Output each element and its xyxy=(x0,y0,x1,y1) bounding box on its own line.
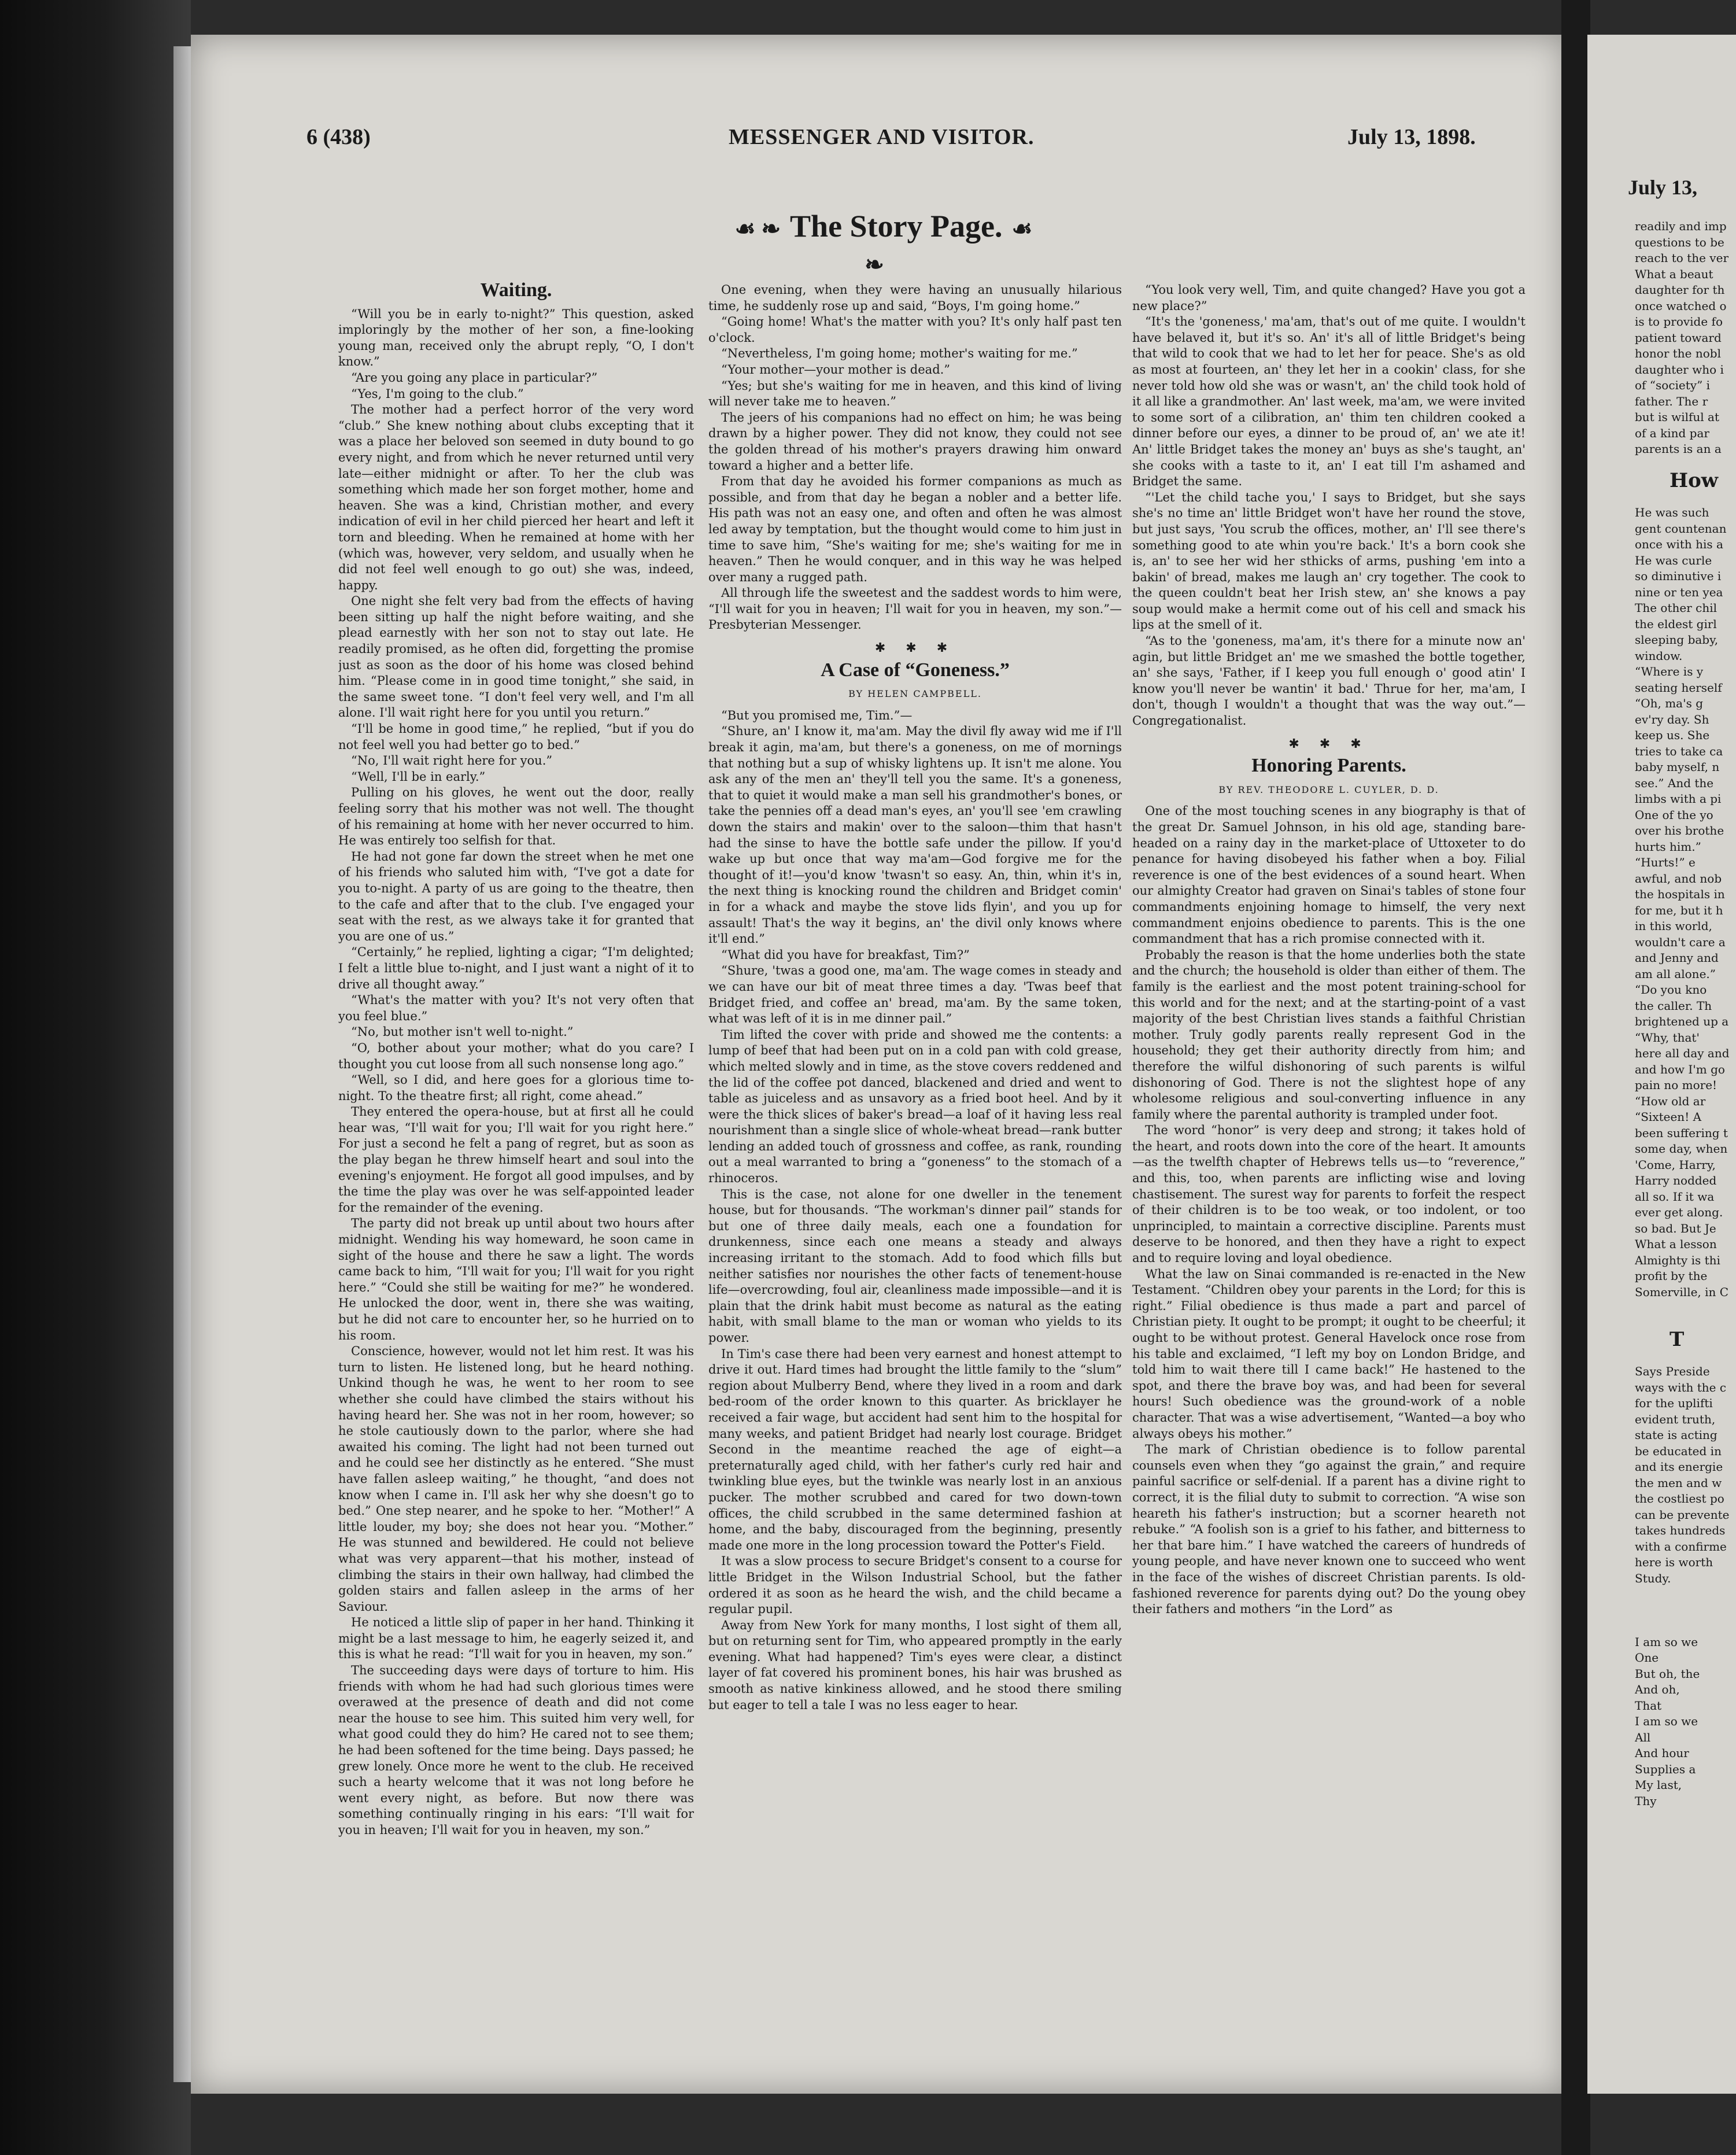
paragraph: “I'll be home in good time,” he replied, “but if you do not feel well you had better go to bed.” xyxy=(338,722,694,752)
paragraph: “Shure, 'twas a good one, ma'am. The wage comes in steady and we can have our bit of meat three times a day. 'Twas beef that Bridget fried, and coffee an' bread, ma'am. By the same token, what was left of it is in me dinner pail.” xyxy=(708,964,1122,1026)
paragraph: Conscience, however, would not let him rest. It was his turn to listen. He listened long, but he heard nothing. Unkind though he was, he went to her room to see whether she could have climbed the stairs without his having heard her. She was not in her room, however; so he stole cautiously down to the parlor, where she had awaited his coming. The light had not been turned out and he could see her distinctly as he entered. “She must have fallen asleep waiting,” he thought, “and does not know when I came in. I'll ask her why she doesn't go to bed.” One step nearer, and he spoke to her. “Mother!” A little louder, my boy; she does not hear you. “Mother.” He was stunned and bewildered. He could not believe what was very apparent—that his mother, instead of climbing the stairs in their own hallway, had climbed the golden stairs and fallen asleep in the arms of her Saviour. xyxy=(338,1344,694,1614)
article-title-waiting: Waiting. xyxy=(480,279,552,301)
poem-line: I am so we xyxy=(1635,1714,1698,1728)
text-line: Study. xyxy=(1635,1571,1671,1585)
section-separator: ✱ ✱ ✱ xyxy=(874,641,956,656)
text-line: and how I'm go xyxy=(1635,1062,1725,1076)
paragraph: Tim lifted the cover with pride and showed me the contents: a lump of beef that had been put on in a cold pan with cold grease, which melted slowly and in time, as the stove covers reddened and the lid of the coffee pot danced, blackened and dried and went to table as juiceless and as unsavory as a fried boot heel. And by it were the thick slices of baker's bread—a loaf of it having less real nourishment than a single slice of whole-wheat bread—rank butter lending an added touch of grossness and coffee, as rank, rounding out a meal warranted to bring a “goneness” to the stomach of a rhinoceros. xyxy=(708,1027,1122,1186)
paragraph: All through life the sweetest and the saddest words to him were, “I'll wait for you in heaven; I'll wait for you in heaven, my son.”—Presbyterian Messenger. xyxy=(708,586,1122,632)
text-line: Says Preside xyxy=(1635,1364,1710,1378)
text-line: wouldn't care a xyxy=(1635,935,1726,949)
text-line: What a beaut xyxy=(1635,267,1713,281)
text-line: awful, and nob xyxy=(1635,871,1722,885)
text-line: Almighty is thi xyxy=(1635,1253,1720,1267)
text-line: parents is an a xyxy=(1635,442,1722,456)
text-line: limbs with a pi xyxy=(1635,792,1722,806)
text-line: over his brothe xyxy=(1635,824,1724,837)
paragraph: The party did not break up until about two hours after midnight. Wending his way homeward, he soon came in sight of the house and there he saw a light. The words came back to him, “I'll wait for you; I'll wait for you right here.” “Could she still be waiting for me?” he wondered. He unlocked the door, went in, there she was waiting, but he did not care to encounter her, so he hurried on to his room. xyxy=(338,1216,694,1342)
section-separator: ✱ ✱ ✱ xyxy=(1288,736,1369,751)
text-line: but is wilful at xyxy=(1635,410,1720,424)
ornament-right: ☙ ❧ xyxy=(865,216,1033,278)
paragraph: Away from New York for many months, I lost sight of them all, but on returning sent for Tim, who appeared promptly in the early evening. What had happened? Tim's eyes were clear, a distinct layer of fat covered his prominent bones, his hair was brushed as smooth as native kinkiness allowed, and he stood there smiling but eager to tell a tale I was no less eager to hear. xyxy=(708,1618,1122,1712)
text-line: Harry nodded xyxy=(1635,1174,1717,1187)
paragraph: “Nevertheless, I'm going home; mother's waiting for me.” xyxy=(721,346,1078,361)
text-line: nine or ten yea xyxy=(1635,585,1723,599)
section-title-text: The Story Page. xyxy=(790,209,1003,243)
text-line: gent countenan xyxy=(1635,521,1727,536)
poem-line: And oh, xyxy=(1635,1682,1680,1696)
text-line: of a kind par xyxy=(1635,426,1709,440)
text-line: patient toward xyxy=(1635,330,1722,345)
paragraph: “It's the 'goneness,' ma'am, that's out of me quite. I wouldn't have belaved it, but it's so. An' it's all of little Bridget's being that wild to cook that we had to let her for peace. She's as old as most at fourteen, an' they let her in a cookin' class, for she never told how old she was or wasn't, an' the child took hold of it all like a grandmother. An' last week, ma'am, we were invited to some sort of a cilibration, an' thim ten children cooked a dinner before our eyes, a dinner to be proud of, an' we ate it! An' little Bridget takes the money an' buys as she's taught, an' she cooks with a taste to it, an' I eat till I'm ashamed and Bridget the same. xyxy=(1132,315,1526,489)
text-line: “Where is y xyxy=(1635,665,1704,678)
paragraph: “What did you have for breakfast, Tim?” xyxy=(721,947,970,962)
paragraph: “Well, I'll be in early.” xyxy=(351,769,486,784)
paragraph: “You look very well, Tim, and quite changed? Have you got a new place?” xyxy=(1132,283,1526,313)
text-line: takes hundreds xyxy=(1635,1523,1726,1537)
text-line: brightened up a xyxy=(1635,1014,1729,1028)
paragraph: From that day he avoided his former companions as much as possible, and from that day he began a nobler and a better life. His path was not an easy one, and often and often he was almost led away by temptation, but the thought would come to him just in time to save him, “She's waiting for me; she's waiting for me in heaven.” Then he would conquer, and in this way he was helped over many a rugged path. xyxy=(708,474,1122,584)
page-number: 6 (438) xyxy=(306,125,371,149)
adjacent-page-header: July 13, xyxy=(1628,176,1698,199)
text-line: honor the nobl xyxy=(1635,346,1721,360)
text-line: profit by the xyxy=(1635,1269,1708,1283)
poem-line: One xyxy=(1635,1651,1659,1665)
paragraph: “No, but mother isn't well to-night.” xyxy=(351,1025,574,1039)
text-line: with a confirme xyxy=(1635,1539,1727,1553)
text-line: He was curle xyxy=(1635,553,1712,567)
text-line: here is worth xyxy=(1635,1555,1713,1569)
paragraph: The word “honor” is very deep and strong; it takes hold of the heart, and roots down into the core of the heart. It amounts—as the twelfth chapter of Hebrews tells us—to “reverence,” and this, too, when parents are inflicting wise and loving chastisement. The surest way for parents to forfeit the respect of their children is to be too weak, or too indolent, or too unprincipled, to maintain a corrective discipline. Parents must deserve to be honored, and then they have a right to expect and to require loving and loyal obedience. xyxy=(1132,1123,1526,1265)
text-line: some day, when xyxy=(1635,1142,1728,1156)
paragraph: “But you promised me, Tim.”— xyxy=(721,708,913,722)
adjacent-page-fragment xyxy=(1587,35,1736,2094)
paragraph: “Yes; but she's waiting for me in heaven, and this kind of living will never take me to heaven.” xyxy=(708,378,1122,409)
text-line: window. xyxy=(1635,648,1683,663)
text-line: be educated in xyxy=(1635,1444,1722,1458)
paragraph: In Tim's case there had been very earnest and honest attempt to drive it out. Hard times had brought the little family to the “slum” region about Mulberry Bend, where they lived in a room and dark bed-room of the order known to this quarter. As bricklayer he received a fair wage, but accident had sent him to the hospital for many weeks, and patient Bridget had nearly lost courage. Bridget Second in the meantime reached the age of eight—a preternaturally aged child, with her father's curly red hair and twinkling blue eyes, but the twinkle was nearly lost in an anxious pucker. The mother scrubbed and cared for two down-town offices, the child scrubbed in the same determined fashion at home, and the baby, discouraged from the beginning, presently made one more in the long procession toward the Potter's Field. xyxy=(708,1346,1122,1552)
byline-honoring: BY REV. THEODORE L. CUYLER, D. D. xyxy=(1218,784,1439,795)
poem-line: My last, xyxy=(1635,1778,1682,1792)
scan-page-edge xyxy=(173,46,193,2082)
text-line: father. The r xyxy=(1635,394,1708,408)
page-header xyxy=(150,124,1515,165)
text-line: and its energie xyxy=(1635,1460,1723,1474)
paragraph: What the law on Sinai commanded is re-enacted in the New Testament. “Children obey your parents in the Lord; for this is right.” Filial obedience is thus made a part and parcel of Christian piety. It ought to be prompt; it ought to be cheerful; it ought to be without protest. General Havelock once rose from his table and exclaimed, “I left my boy on London Bridge, and told him to wait there till I came back!” He hastened to the spot, and there the brave boy was, and had been for several hours! Such obedience was the ground-work of a noble character. That was a wise advertisement, “Wanted—a boy who always obeys his mother.” xyxy=(1132,1267,1526,1441)
paragraph: “'Let the child tache you,' I says to Bridget, but she says she's no time an' little Bridget won't have her round the stove, but just says, 'You scrub the offices, mother, an' I'll see there's something good to ate whin you're back.' It's a born cook she is, an' to see her wid her sthicks of arms, pushing 'em into a bakin' of bread, makes me laugh an' cry together. The cook to the queen couldn't beat her Irish stew, an' she knows a pay soup would make a hermit come out of his cell and smack his lips at the smell of it. xyxy=(1132,490,1526,632)
text-line: ever get along. xyxy=(1635,1205,1723,1219)
masthead-title: MESSENGER AND VISITOR. xyxy=(729,125,1035,149)
text-line: seating herself xyxy=(1635,680,1722,695)
scan-binding-shadow xyxy=(0,0,191,2155)
poem-line: Thy xyxy=(1635,1794,1657,1808)
text-line: see.” And the xyxy=(1635,776,1714,790)
text-line: daughter who i xyxy=(1635,362,1724,377)
text-line: keep us. She xyxy=(1635,728,1710,742)
paragraph: “What's the matter with you? It's not very often that you feel blue.” xyxy=(338,993,694,1023)
paragraph: “No, I'll wait right here for you.” xyxy=(351,754,553,768)
paragraph: “Going home! What's the matter with you? It's only half past ten o'clock. xyxy=(708,315,1122,345)
paragraph: “Are you going any place in particular?” xyxy=(351,370,598,385)
text-line: What a lesson xyxy=(1635,1237,1717,1251)
column-1 xyxy=(338,278,694,2071)
text-line: The other chil xyxy=(1635,601,1717,615)
text-line: reach to the ver xyxy=(1635,251,1729,265)
paragraph: He noticed a little slip of paper in her hand. Thinking it might be a last message to him, he eagerly seized it, and this is what he read: “I'll wait for you in heaven, my son.” xyxy=(338,1615,694,1662)
section-title xyxy=(717,208,1041,280)
paragraph: One night she felt very bad from the effects of having been sitting up half the night before waiting, and she plead earnestly with her son not to stay out late. He readily promised, as he often did, forgetting the promise just as soon as the door of his home was closed behind him. “Please come in in good time tonight,” she said, in the same sweet tone. “I don't feel very well, and I'm all alone. I'll wait right here for you until you return.” xyxy=(338,594,694,720)
paragraph: Pulling on his gloves, he went out the door, really feeling sorry that his mother was not well. The thought of his remaining at home with her never occurred to him. He was entirely too selfish for that. xyxy=(338,785,694,848)
paragraph: “As to the 'goneness, ma'am, it's there for a minute now an' agin, but little Bridget an' me we smashed the bottle together, an' she says, 'Father, if I keep you full enough o' good atin' I know you'll never be wantin' it bad.' Thrue for her, ma'am, I don't, though I wouldn't a thought that was the way out.”—Congregationalist. xyxy=(1132,634,1526,728)
paragraph: This is the case, not alone for one dweller in the tenement house, but for thousands. “The workman's dinner pail” stands for but one of three daily meals, each one a foundation for drunkenness, since each one means a steady and always increasing irritant to the stomach. Add to food which fills but neither satisfies nor nourishes the other facts of tenement-house life—overcrowding, foul air, cleanliness made impossible—and it is plain that the drink habit must become as natural as the eating habit, with small blame to the man or woman who yields to its power. xyxy=(708,1187,1122,1345)
text-line: the caller. Th xyxy=(1635,998,1712,1013)
issue-date: July 13, 1898. xyxy=(1347,125,1476,149)
column-3 xyxy=(1132,282,1526,2075)
paragraph: “Your mother—your mother is dead.” xyxy=(721,362,951,377)
text-line: “How old ar xyxy=(1635,1094,1706,1108)
text-line: 'Come, Harry, xyxy=(1635,1157,1716,1172)
poem-line: I am so we xyxy=(1635,1634,1698,1649)
text-line: of “society” i xyxy=(1635,378,1711,392)
adjacent-page-column xyxy=(1635,219,1736,1809)
poem-line: But oh, the xyxy=(1635,1666,1700,1681)
article-title-honoring: Honoring Parents. xyxy=(1251,755,1406,777)
text-line: for me, but it h xyxy=(1635,903,1723,917)
text-line: the costliest po xyxy=(1635,1492,1724,1505)
text-line: “Sixteen! A xyxy=(1635,1110,1702,1124)
text-line: all so. If it wa xyxy=(1635,1189,1715,1204)
paragraph: “Yes, I'm going to the club.” xyxy=(351,386,524,401)
text-line: state is acting xyxy=(1635,1428,1717,1442)
text-line: “Oh, ma's g xyxy=(1635,696,1704,710)
text-line: “Why, that' xyxy=(1635,1030,1700,1045)
ornament-left: ☙ ❧ xyxy=(734,216,781,242)
text-line: He was such xyxy=(1635,505,1709,519)
column-2 xyxy=(708,282,1122,2075)
paragraph: The succeeding days were days of torture to him. His friends with whom he had had such glorious times were overawed at the presence of death and did not come near the house to see him. This suited him very well, for what good could they do him? He cared not to see them; he had been softened for the time being. Days passed; he grew lonely. Once more he went to the club. He received such a hearty welcome that it was not long before he went every night, as before. But now there was something continually ringing in his ears: “I'll wait for you in heaven; I'll wait for you in heaven, my son.” xyxy=(338,1663,694,1837)
text-line: ways with the c xyxy=(1635,1380,1727,1394)
poem-line: That xyxy=(1635,1698,1662,1713)
paragraph: The mother had a perfect horror of the very word “club.” She knew nothing about clubs excepting that it was a place her beloved son seemed in duty bound to go every night, and from which he never returned until very late—either midnight or after. To her the club was something which made her son forget mother, home and heaven. She was a kind, Christian mother, and every indication of evil in her child pierced her heart and left it torn and bleeding. When he remained at home with her (which was, however, very seldom, and usually when he did not feel well enough to go out) she was, indeed, happy. xyxy=(338,403,694,592)
paragraph: “O, bother about your mother; what do you care? I thought you cut loose from all such nonsense long ago.” xyxy=(338,1040,694,1071)
text-line: evident truth, xyxy=(1635,1412,1716,1426)
text-line: so diminutive i xyxy=(1635,569,1722,583)
byline-goneness: BY HELEN CAMPBELL. xyxy=(848,688,982,700)
paragraph: The jeers of his companions had no effect on him; he was being drawn by a higher power. They did not know, they could not see the golden thread of his mother's prayers drawing him onward toward a higher and a better life. xyxy=(708,410,1122,473)
poem-line: And hour xyxy=(1635,1746,1689,1760)
paragraph: Probably the reason is that the home underlies both the state and the church; the household is older than either of them. The family is the earliest and the most potent training-school for this world and for the next; and at the starting-point of a vast majority of the best Christian lives stands a faithful Christian mother. Truly godly parents really represent God in the household; they get their authority directly from him; and therefore the wilful dishonoring of such parents is wilful dishonoring of God. There is not the slightest hope of any wholesome religious and soul-converting influence in any family where the parental authority is trampled under foot. xyxy=(1132,947,1526,1121)
text-line: hurts him.” xyxy=(1635,839,1701,854)
text-line: for the uplifti xyxy=(1635,1396,1713,1410)
paragraph: It was a slow process to secure Bridget's consent to a course for little Bridget in the Wilson Industrial School, but the father ordered it as soon as he heard the wish, and the child became a regular pupil. xyxy=(708,1554,1122,1617)
text-line: in this world, xyxy=(1635,919,1712,933)
text-line: daughter for th xyxy=(1635,283,1725,297)
paragraph: The mark of Christian obedience is to follow parental counsels even when they “go against the grain,” and require painful sacrifice or self-denial. If a parent has a divine right to correct, it is the filial duty to submit to correction. “A wise son heareth his father's instruction; but a scorner heareth not rebuke.” “A foolish son is a grief to his father, and bitterness to her that bare him.” I have watched the careers of hundreds of young people, and have never known one to succeed who went in the face of the wishes of discreet Christian parents. Is old-fashioned reverence for parents dying out? Do the young obey their fathers and mothers “in the Lord” as xyxy=(1132,1442,1526,1617)
text-line: once watched o xyxy=(1635,298,1727,313)
paragraph: One evening, when they were having an unusually hilarious time, he suddenly rose up and said, “Boys, I'm going home.” xyxy=(708,283,1122,313)
text-line: the eldest girl xyxy=(1635,617,1717,631)
text-line: ev'ry day. Sh xyxy=(1635,712,1709,726)
paragraph: One of the most touching scenes in any biography is that of the great Dr. Samuel Johnson, in his old age, standing bare-headed on a rainy day in the market-place of Uttoxeter to do penance for having disobeyed his father when a boy. Filial reverence is one of the best evidences of a sound heart. When our almighty Creator had graven on Sinai's tables of stone four commandments enjoining homage to himself, the very next commandment enjoins obedience to parents. This is the one commandment that has a rich promise connected with it. xyxy=(1132,804,1526,946)
text-line: is to provide fo xyxy=(1635,315,1723,329)
adjacent-heading: How xyxy=(1669,469,1719,492)
text-line: baby myself, n xyxy=(1635,760,1720,774)
text-line: the men and w xyxy=(1635,1475,1722,1490)
text-line: once with his a xyxy=(1635,537,1723,551)
text-line: pain no more! xyxy=(1635,1078,1717,1092)
book-gutter xyxy=(1561,0,1590,2155)
text-line: tries to take ca xyxy=(1635,744,1723,758)
text-line: readily and imp xyxy=(1635,219,1727,233)
text-line: so bad. But Je xyxy=(1635,1221,1716,1235)
text-line: Somerville, in C xyxy=(1635,1285,1729,1299)
text-line: been suffering t xyxy=(1635,1126,1728,1140)
poem-line: All xyxy=(1635,1730,1651,1744)
text-line: can be prevente xyxy=(1635,1507,1730,1522)
article-title-goneness: A Case of “Goneness.” xyxy=(821,659,1010,681)
text-line: One of the yo xyxy=(1635,807,1713,822)
poem-line: Supplies a xyxy=(1635,1762,1696,1776)
adjacent-heading: T xyxy=(1669,1328,1685,1351)
text-line: here all day and xyxy=(1635,1046,1730,1060)
paragraph: “Will you be in early to-night?” This question, asked imploringly by the mother of her son, a fine-looking young man, received only the abrupt reply, “O, I don't know.” xyxy=(338,307,694,369)
text-line: the hospitals in xyxy=(1635,887,1725,901)
paragraph: They entered the opera-house, but at first all he could hear was, “I'll wait for you; I'll wait for you right here.” For just a second he felt a pang of regret, but as soon as the play began he threw himself heart and soul into the evening's enjoyment. He forgot all good impulses, and by the time the play was over he was self-appointed leader for the remainder of the evening. xyxy=(338,1105,694,1215)
paragraph: He had not gone far down the street when he met one of his friends who saluted him with, “I've got a date for you to-night. A party of us are going to the theatre, then to the cafe and after that to the club. I've engaged your seat with the rest, as we always take it for granted that you are one of us.” xyxy=(338,849,694,943)
paragraph: “Shure, an' I know it, ma'am. May the divil fly away wid me if I'll break it agin, ma'am, but there's a goneness, on me of mornings that nothing but a sup of whisky lightens up. It isn't me alone. You ask any of the men an' they'll tell you the same. It's a goneness, that to quiet it would make a man sell his grandmother's bones, or take the pennies off a dead man's eyes, an' you'll see 'em crawling down the stairs and makin' over to the saloon—thim that hasn't had the sinse to have the bottle safe under the pillow. If you'd wake up but once that way ma'am—God forgive me for the thought of it!—you'd know 'twasn't so easy. An, thin, whin it's in, the next thing is knocking round the children and Bridget comin' in for a whack and maybe the stove lids flyin', and you up for assault! That's the way it begins, an' the divil only knows where it'll end.” xyxy=(708,724,1122,946)
text-line: and Jenny and xyxy=(1635,951,1719,965)
text-line: “Hurts!” e xyxy=(1635,855,1696,869)
text-line: questions to be xyxy=(1635,235,1724,249)
paragraph: “Well, so I did, and here goes for a glorious time to-night. To the theatre first; all right, come ahead.” xyxy=(338,1073,694,1103)
text-line: “Do you kno xyxy=(1635,983,1707,997)
text-line: am all alone.” xyxy=(1635,966,1716,981)
text-line: sleeping baby, xyxy=(1635,633,1719,647)
paragraph: “Certainly,” he replied, lighting a cigar; “I'm delighted; I felt a little blue to-night, and I just want a night of it to drive all thought away.” xyxy=(338,945,694,991)
